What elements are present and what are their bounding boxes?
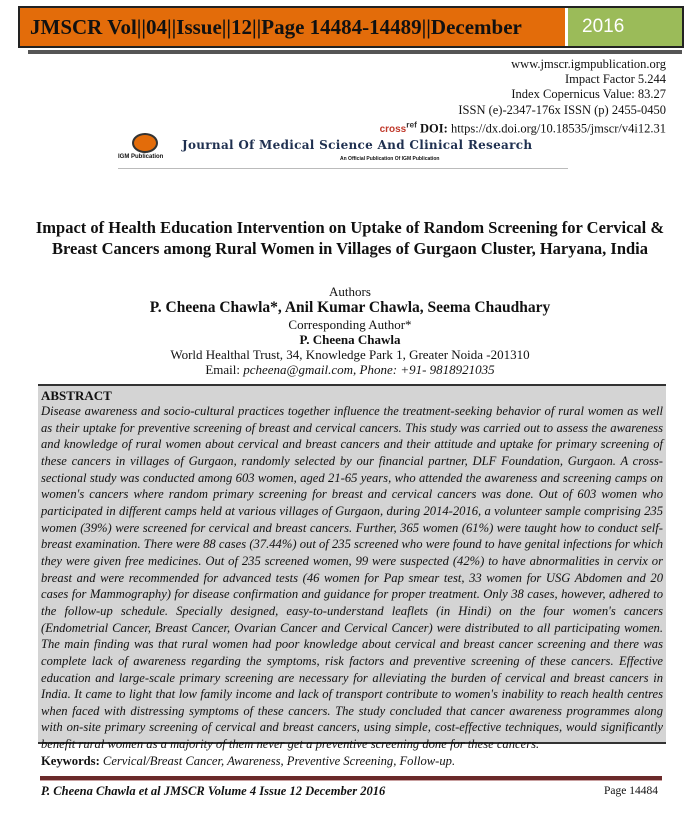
- logo-rule: [118, 168, 568, 169]
- journal-header-bar: [18, 6, 684, 48]
- footer-citation: P. Cheena Chawla et al JMSCR Volume 4 Issue 12 December 2016: [41, 784, 386, 798]
- abstract-box: [38, 384, 666, 768]
- abstract-heading: ABSTRACT: [41, 388, 112, 403]
- email-link[interactable]: pcheena@gmail.com, Phone: +91- 9818921035: [243, 362, 495, 377]
- doi-label: DOI:: [420, 121, 448, 136]
- index-copernicus: Index Copernicus Value: 83.27: [511, 87, 666, 102]
- website-link[interactable]: www.jmscr.igmpublication.org: [511, 57, 666, 71]
- keywords: Keywords: Cervical/Breast Cancer, Awareness, Preventive Screening, Follow-up.: [41, 753, 456, 768]
- crossref-logo: cross$^{ref}$: [379, 119, 417, 136]
- impact-factor: Impact Factor 5.244: [564, 72, 666, 87]
- footer-rule: [40, 776, 662, 781]
- igm-logo-icon: [132, 133, 158, 153]
- author-names: P. Cheena Chawla*, Anil Kumar Chawla, Seema Chaudhary: [149, 299, 551, 316]
- header-year: 2016: [565, 8, 682, 46]
- corresponding-label: Corresponding Author*: [288, 317, 412, 332]
- affiliation: World Healthal Trust, 34, Knowledge Park 1, Greater Noida -201310: [170, 347, 530, 362]
- header-rule: [28, 50, 682, 54]
- abstract-text: Disease awareness and socio-cultural practices together influence the treatment-seeking behavior of rural women as well as their uptake for preventive screening of breast and cervical cancers. This study was carried out to assess the awareness and knowledge of rural women about cervical and breast cancers and their attitude and uptake for primary screening of these cancers in villages of Gurgaon, randomly selected by our financial partner, DLF Foundation, Gurgaon. A cross-sectional study was conducted among 603 women, aged 21-65 years, who attended the awareness and screening camps on women's cancers where random primary screening for breast and cervical cancers was done. Out of 603 women who participated in different camps held at various villages of Gurgaon, during 2014-2016, a volunteer sample comprising 235 women (39%) were screened for cervical and breast cancers. Further, 365 women (61%) were taught how to conduct self-breast examination. There were 88 cases (37.44%) out of 235 screened who were found to have genital infections for which they were given free medicines. Out of 235 screened women, 99 were suspected (42%) to have abnormalities in cervix or breast and were recommended for advanced tests (46 women for Pap smear test, 33 women for USG Abdomen and 20 cases for Mammography) for disease confirmation and guidance for proper treatment. Only 38 cases, however, adhered to the follow-up schedule. Specially designed, easy-to-understand leaflets (in Hindi) on the four women's cancers (Endometrial Cancer, Breast Cancer, Ovarian Cancer and Cervical Cancer) were distributed to all participating women. The main finding was that rural women had poor knowledge about cervical and breast cancer screening and there was complete lack of awareness regarding the symptoms, risk factors and preventive screening of these cancers. Effective education and large-scale primary screening are necessary for alleviating the burden of cervical and breast cancers in India. It came to light that low family income and lack of transport contribute to women's inability to reach health centres when faced with distressing symptoms of these cancers. The study concluded that cancer awareness programmes along with on-site primary screening of cervical and breast cancers, using simple, cost-effective techniques, would significantly benefit rural women as a majority of them never get a preventive screening done for these cancers.: [41, 404, 663, 752]
- journal-logo: [118, 133, 578, 169]
- journal-meta: [380, 57, 666, 137]
- page-number: Page 14484: [604, 785, 658, 797]
- paper-title: Impact of Health Education Intervention on Uptake of Random Screening for Cervical & Breast Cancers among Rural Women in Villages of Gurgaon Cluster, Haryana, India: [35, 218, 665, 258]
- doi-link[interactable]: https://dx.doi.org/10.18535/jmscr/v4i12.31: [447, 121, 666, 136]
- logo-tagline: An Official Publication Of IGM Publication: [340, 156, 440, 162]
- header-citation: JMSCR Vol||04||Issue||12||Page 14484-14489||December: [20, 8, 565, 46]
- authors-label: Authors: [329, 284, 371, 299]
- logo-journal-name: Journal Of Medical Science And Clinical Research: [182, 138, 533, 152]
- corresponding-name: P. Cheena Chawla: [299, 332, 401, 347]
- contact: Email: pcheena@gmail.com, Phone: +91- 9818921035: [205, 362, 495, 377]
- logo-publisher: IGM Publication: [118, 154, 164, 160]
- issn: ISSN (e)-2347-176x ISSN (p) 2455-0450: [458, 102, 666, 117]
